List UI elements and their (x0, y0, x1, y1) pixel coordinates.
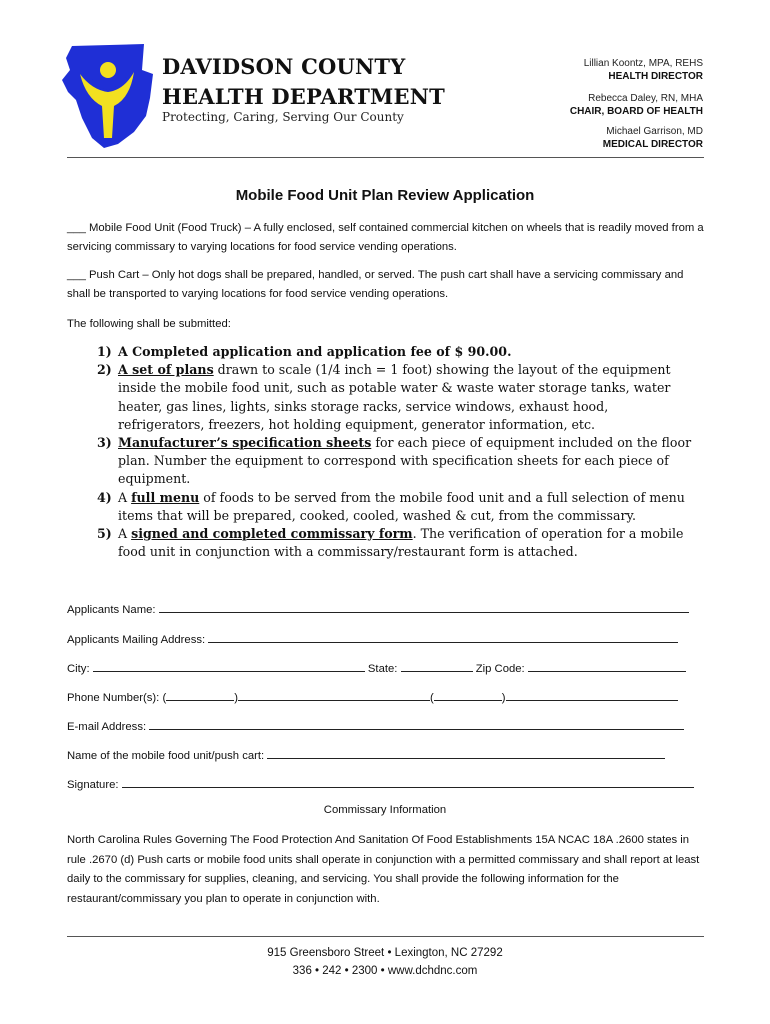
list-item (67, 525, 697, 561)
signature-row (67, 775, 707, 791)
official-name: Rebecca Daley, RN, MHA (588, 93, 703, 104)
phone-row (67, 688, 707, 704)
official-title: MEDICAL DIRECTOR (602, 139, 703, 150)
field-label: E-mail Address: (67, 721, 147, 733)
field-label: Name of the mobile food unit/push cart: (67, 750, 265, 762)
official-title: CHAIR, BOARD OF HEALTH (569, 106, 703, 117)
list-item (67, 434, 697, 489)
field-label: Zip Code: (475, 663, 525, 675)
field-label: Applicants Name: (67, 604, 156, 616)
requirement-text: . The verification of operation for a mobile food unit in conjunction with a commissary/restaurant form is attached. (118, 526, 684, 560)
submitted-intro: The following shall be submitted: (67, 318, 231, 330)
list-number: 4) (97, 489, 112, 505)
field-label: City: (67, 663, 90, 675)
area-code-close: ) (234, 692, 238, 704)
requirement-lead: A (118, 489, 132, 505)
requirement-emphasis: full menu (131, 489, 200, 505)
option-push-cart: ___ Push Cart – Only hot dogs shall be prepared, handled, or served. The push cart shall have a servicing commissary and shall be transported to varying locations for food service vending operations. (67, 269, 684, 300)
footer-address: 915 Greensboro Street • Lexington, NC 27292 (267, 947, 503, 959)
area-code-close: ) (501, 692, 506, 704)
org-name-line1: DAVIDSON COUNTY (162, 54, 406, 79)
official-title: HEALTH DIRECTOR (608, 71, 703, 82)
email-row (67, 717, 707, 733)
field-label: Signature: (67, 779, 119, 791)
list-number: 1) (97, 344, 112, 359)
mailing-address-row (67, 630, 707, 646)
health-department-logo (58, 40, 158, 150)
mailing-address-field[interactable] (208, 630, 678, 643)
requirement-emphasis: signed and completed commissary form (131, 526, 413, 542)
city-state-zip-row (67, 659, 707, 675)
requirement-emphasis: Manufacturer’s specification sheets (118, 435, 372, 451)
option-food-truck: ___ Mobile Food Unit (Food Truck) – A fully enclosed, self contained commercial kitchen on wheels that is readily moved from a servicing commissary to varying locations for food service vending operations. (67, 222, 704, 253)
area-code-open: ( (162, 692, 167, 704)
commissary-text: North Carolina Rules Governing The Food Protection And Sanitation Of Food Establishments 15A NCAC 18A .2600 states in rule .2670 (d) Push carts or mobile food units shall operate in conjunction with a permitted commissary and shall report at least daily to the commissary for supplies, cleaning, and servicing. You shall provide the following information for the restaurant/commissary you plan to operate in conjunction with. (67, 834, 700, 905)
phone-area-code-field-2[interactable] (434, 688, 502, 701)
org-name-line2: HEALTH DEPARTMENT (162, 84, 445, 109)
field-label: State: (367, 663, 398, 675)
phone-area-code-field-1[interactable] (166, 688, 234, 701)
city-field[interactable] (93, 659, 365, 672)
list-number: 2) (97, 362, 112, 378)
official-name: Michael Garrison, MD (606, 126, 703, 137)
applicant-name-row (67, 600, 707, 616)
list-number: 3) (97, 435, 112, 451)
field-label: Applicants Mailing Address: (67, 634, 206, 646)
list-number: 5) (97, 526, 112, 542)
phone-number-field-1[interactable] (238, 688, 430, 701)
requirement-emphasis: A Completed application and application fee of $ 90.00. (118, 344, 512, 359)
requirement-text: drawn to scale (1/4 inch = 1 foot) showing the layout of the equipment inside the mobile food unit, such as potable water & waste water storage tanks, water heater, gas lines, lights, sinks storage racks, service windows, exhaust hood, refrigerators, freezers, hot holding equipment, generator information, etc. (118, 362, 671, 432)
official-health-director (584, 57, 703, 83)
official-board-chair (570, 92, 703, 118)
state-field[interactable] (401, 659, 473, 672)
requirement-lead: A (118, 526, 132, 542)
phone-number-field-2[interactable] (506, 688, 678, 701)
list-item (67, 489, 697, 525)
requirement-emphasis: A set of plans (118, 362, 214, 378)
official-medical-director (603, 125, 703, 151)
requirement-text: for each piece of equipment included on the floor plan. Number the equipment to correspond with specification sheets for each piece of equipment. (118, 435, 692, 487)
header-divider (67, 157, 704, 158)
email-field[interactable] (149, 717, 684, 730)
official-name: Lillian Koontz, MPA, REHS (583, 58, 703, 69)
unit-name-row (67, 746, 707, 762)
document-title: Mobile Food Unit Plan Review Application (235, 187, 535, 204)
county-map-person-logo-icon (58, 40, 158, 150)
footer-divider (67, 936, 704, 937)
list-item (67, 361, 697, 434)
zip-code-field[interactable] (528, 659, 686, 672)
footer-contact: 336 • 242 • 2300 • www.dchdnc.com (292, 965, 478, 977)
area-code-open: ( (429, 692, 434, 704)
unit-name-field[interactable] (267, 746, 665, 759)
list-item (67, 343, 697, 361)
signature-field[interactable] (122, 775, 694, 788)
applicant-name-field[interactable] (159, 600, 689, 613)
field-label: Phone Number(s): (67, 692, 160, 704)
commissary-heading: Commissary Information (323, 804, 447, 816)
requirements-list (67, 343, 697, 561)
tagline: Protecting, Caring, Serving Our County (162, 110, 404, 124)
requirement-text: of foods to be served from the mobile food unit and a full selection of menu items that will be prepared, cooked, cooled, washed & cut, from the commissary. (118, 489, 685, 523)
